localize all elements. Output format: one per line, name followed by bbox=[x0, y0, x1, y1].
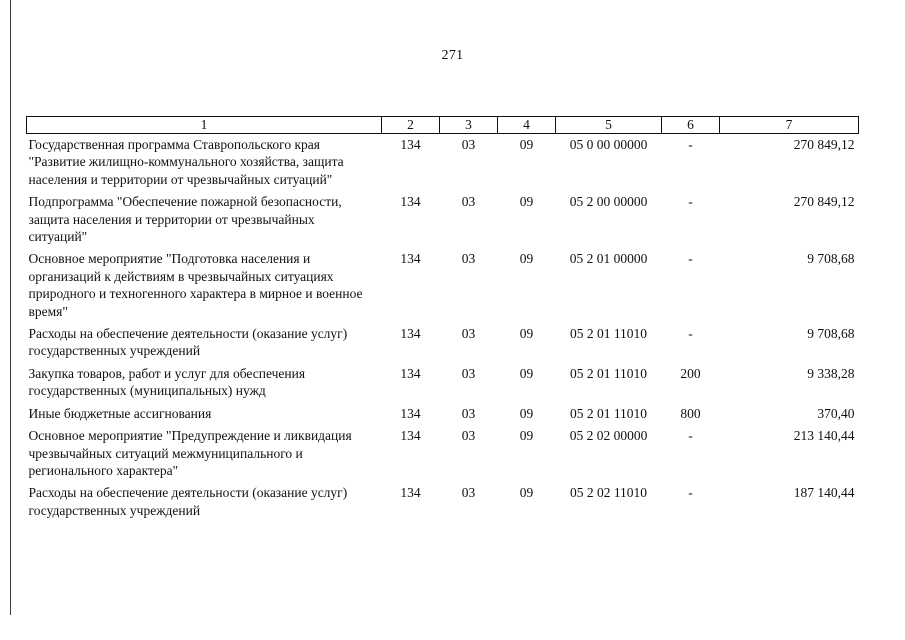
row-name: Государственная программа Ставропольского края "Развитие жилищно-коммунального хозяйства, защита населения и территории от чрезвычайных ситуаций" bbox=[28, 137, 344, 187]
row-subsection-code: 09 bbox=[519, 405, 534, 421]
row-target-article: 05 2 01 11010 bbox=[569, 326, 648, 342]
row-subsection-code: 09 bbox=[519, 251, 534, 267]
table-row bbox=[27, 248, 859, 323]
row-section-code: 03 bbox=[461, 137, 476, 152]
row-subsection-code: 09 bbox=[519, 326, 534, 342]
header-row bbox=[27, 117, 859, 134]
row-name: Иные бюджетные ассигнования bbox=[28, 405, 212, 421]
row-ministry-code: 134 bbox=[400, 137, 421, 152]
row-name: Основное мероприятие "Подготовка населения и организаций к действиям в чрезвычайных ситуациях природного и техногенного характера в мирное и военное время" bbox=[28, 251, 363, 319]
row-ministry-code: 134 bbox=[400, 194, 421, 210]
row-target-article: 05 2 00 00000 bbox=[569, 194, 648, 210]
row-section-code: 03 bbox=[461, 428, 476, 444]
row-expense-type: - bbox=[688, 137, 693, 152]
row-name: Расходы на обеспечение деятельности (оказание услуг) государственных учреждений bbox=[28, 326, 348, 359]
row-amount: 270 849,12 bbox=[793, 137, 855, 152]
row-expense-type: - bbox=[688, 251, 693, 267]
row-name: Закупка товаров, работ и услуг для обеспечения государственных (муниципальных) нужд bbox=[28, 365, 306, 399]
row-target-article: 05 2 02 00000 bbox=[569, 428, 648, 444]
row-amount: 9 708,68 bbox=[807, 326, 855, 342]
row-amount: 270 849,12 bbox=[793, 194, 855, 210]
table-row bbox=[27, 363, 859, 403]
row-ministry-code: 134 bbox=[400, 326, 421, 342]
row-subsection-code: 09 bbox=[519, 194, 534, 210]
table-row bbox=[27, 403, 859, 425]
row-expense-type: - bbox=[688, 194, 693, 210]
row-name: Основное мероприятие "Предупреждение и ликвидация чрезвычайных ситуаций межмуниципального и регионального характера" bbox=[28, 428, 352, 478]
row-name: Расходы на обеспечение деятельности (оказание услуг) государственных учреждений bbox=[28, 485, 348, 518]
row-expense-type: - bbox=[688, 428, 693, 444]
row-section-code: 03 bbox=[461, 326, 476, 342]
column-header-5: 5 bbox=[556, 117, 662, 134]
row-section-code: 03 bbox=[461, 365, 476, 381]
row-subsection-code: 09 bbox=[519, 137, 534, 152]
column-header-2: 2 bbox=[382, 117, 440, 134]
column-header-4: 4 bbox=[498, 117, 556, 134]
row-target-article: 05 2 01 00000 bbox=[569, 251, 648, 267]
row-target-article: 05 2 01 11010 bbox=[569, 365, 648, 381]
column-header-7: 7 bbox=[720, 117, 859, 134]
page-number: 271 bbox=[441, 48, 464, 63]
row-expense-type: 800 bbox=[680, 405, 701, 421]
row-amount: 370,40 bbox=[817, 405, 855, 421]
row-ministry-code: 134 bbox=[400, 251, 421, 267]
column-header-3: 3 bbox=[440, 117, 498, 134]
row-expense-type: 200 bbox=[680, 365, 701, 381]
row-amount: 213 140,44 bbox=[793, 428, 855, 444]
column-header-1: 1 bbox=[27, 117, 382, 134]
row-target-article: 05 2 02 11010 bbox=[569, 485, 648, 501]
row-ministry-code: 134 bbox=[400, 485, 421, 501]
scan-left-edge-rule bbox=[10, 0, 11, 615]
table-row bbox=[27, 134, 859, 192]
row-name: Подпрограмма "Обеспечение пожарной безопасности, защита населения и территории от чрезвычайных ситуаций" bbox=[28, 194, 342, 245]
row-ministry-code: 134 bbox=[400, 405, 421, 421]
budget-table bbox=[26, 116, 859, 522]
row-target-article: 05 2 01 11010 bbox=[569, 405, 648, 421]
row-target-article: 05 0 00 00000 bbox=[569, 137, 648, 152]
row-expense-type: - bbox=[688, 326, 693, 342]
row-amount: 187 140,44 bbox=[793, 485, 855, 501]
row-section-code: 03 bbox=[461, 405, 476, 421]
row-subsection-code: 09 bbox=[519, 365, 534, 381]
table-row bbox=[27, 482, 859, 522]
row-section-code: 03 bbox=[461, 485, 476, 501]
row-ministry-code: 134 bbox=[400, 428, 421, 444]
row-subsection-code: 09 bbox=[519, 485, 534, 501]
row-amount: 9 338,28 bbox=[807, 365, 855, 381]
column-header-6: 6 bbox=[662, 117, 720, 134]
row-subsection-code: 09 bbox=[519, 428, 534, 444]
table-row bbox=[27, 425, 859, 482]
table-row bbox=[27, 191, 859, 248]
table-row bbox=[27, 323, 859, 363]
row-expense-type: - bbox=[688, 485, 693, 501]
row-section-code: 03 bbox=[461, 194, 476, 210]
row-ministry-code: 134 bbox=[400, 365, 421, 381]
row-amount: 9 708,68 bbox=[807, 251, 855, 267]
row-section-code: 03 bbox=[461, 251, 476, 267]
